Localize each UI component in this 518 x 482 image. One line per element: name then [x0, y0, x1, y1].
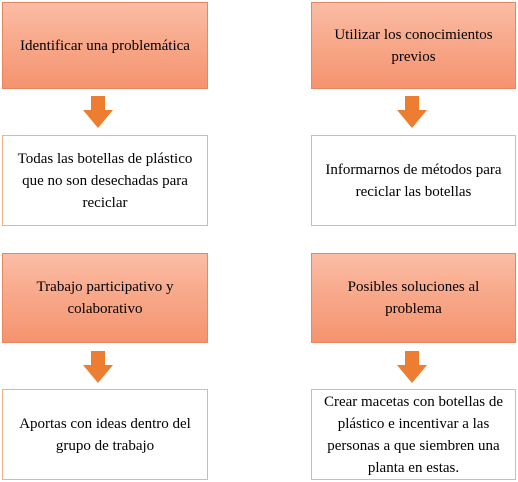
right-box-recycling-methods-text: Informarnos de métodos para reciclar las botellas	[325, 161, 502, 200]
right-box-possible-solutions-text: Posibles soluciones al problema	[347, 279, 480, 317]
arrow-down-icon	[83, 96, 113, 128]
left-box-contribute-ideas-text: Aportas con ideas dentro del grupo de trabajo	[19, 415, 191, 454]
left-box-contribute-ideas	[2, 389, 208, 480]
left-box-identify-problem-text: Identificar una problemática	[20, 37, 190, 54]
right-box-prior-knowledge-text: Utilizar los conocimientos previos	[334, 26, 493, 65]
left-box-participative-work-text: Trabajo participativo y colaborativo	[36, 279, 174, 317]
arrow-down-icon	[397, 96, 427, 128]
right-box-possible-solutions	[311, 253, 516, 343]
right-box-create-planters	[311, 389, 516, 480]
left-box-participative-work	[2, 253, 208, 343]
arrow-down-icon	[83, 351, 113, 383]
left-box-identify-problem	[2, 2, 208, 89]
left-box-plastic-bottles	[2, 135, 208, 226]
arrow-down-icon	[397, 351, 427, 383]
left-box-plastic-bottles-text: Todas las botellas de plástico que no son desechadas para reciclar	[17, 150, 193, 211]
right-box-recycling-methods	[311, 135, 516, 226]
right-box-create-planters-text: Crear macetas con botellas de plástico e incentivar a las personas a que siembren una planta en estas.	[323, 393, 504, 476]
right-box-prior-knowledge	[311, 2, 516, 89]
